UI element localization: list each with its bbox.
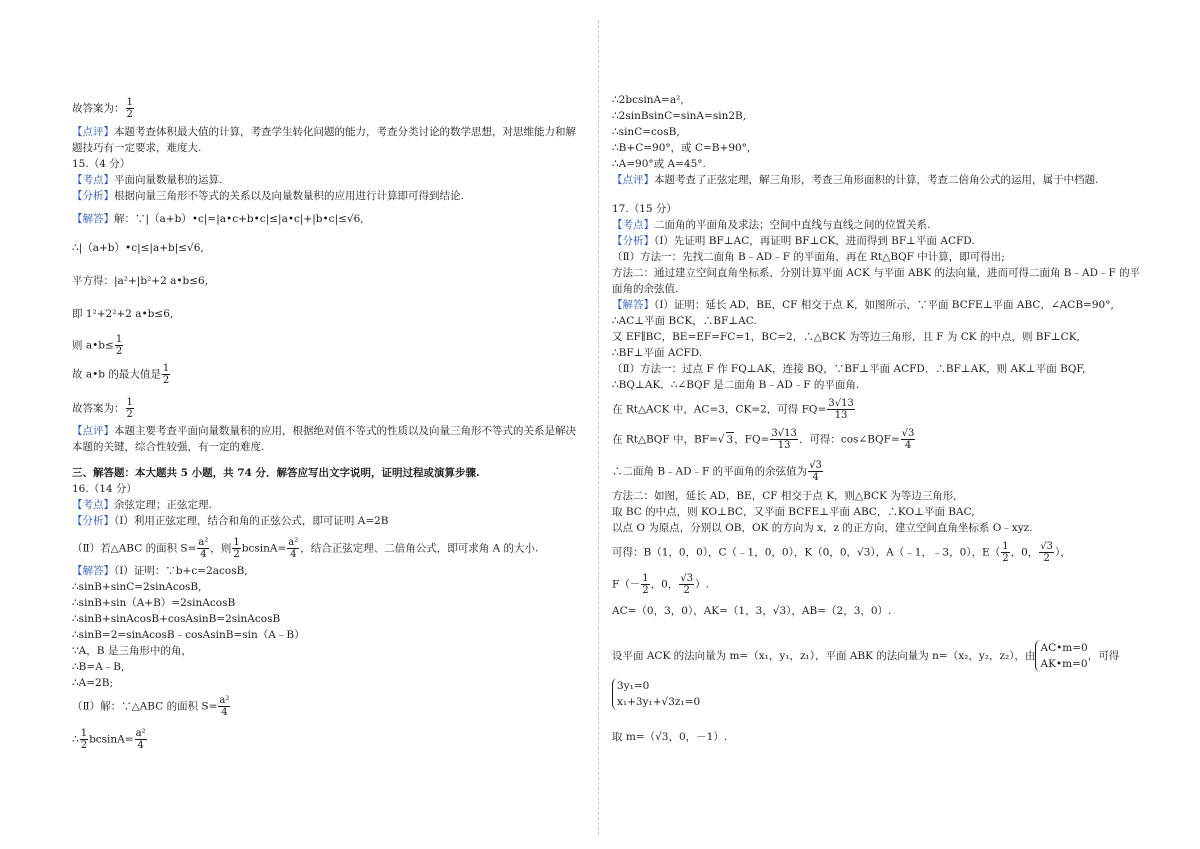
math-line: ∴BF⊥平面 ACFD. [612,347,703,359]
fraction: $\frac{√3}{4}$ [809,460,822,483]
math-line: 以点 O 为原点，分别以 OB，OK 的方向为 x，z 的正方向，建立空间直角坐标系 O﹣xyz. [612,522,1033,534]
math-line: 取 BC 的中点，则 KO⊥BC，又平面 BCFE⊥平面 ABC，∴KO⊥平面 BAC, [612,506,975,518]
answer-line: 故答案为： $\frac{1}{2}$ [72,397,133,420]
comment-line: 【点评】本题考查体积最大值的计算，考查学生转化问题的能力，考查分类讨论的数学思想，对思维能力和解 [72,126,576,138]
solution-line: 【解答】（Ⅰ）证明：延长 AD，BE，CF 相交于点 K，如图所示，∵平面 BCFE⊥平面 ABC，∠ACB=90°, [612,299,1114,311]
equation-system: AC•m=0 AK•m=0 [1035,640,1087,672]
math-line: ∴B+C=90°，或 C=B+90°, [612,142,751,154]
fraction: $\frac{1}{2}$ [162,363,170,386]
math-line: 方法二：如图，延长 AD，BE，CF 相交于点 K，则△BCK 为等边三角形, [612,490,957,502]
math-line: ∴2sinBsinC=sinA=sin2B, [612,110,747,122]
math-line: ∴sinB+sinAcosB+cosAsinB=2sinAcosB [72,613,281,625]
fraction: $\frac{\text{a²}}{4}$ [288,537,299,560]
math-line: 又 EF∥BC，BE=EF=FC=1，BC=2，∴△BCK 为等边三角形，且 F 为 CK 的中点，则 BF⊥CK, [612,331,1080,343]
text-line: 方法二：通过建立空间直角坐标系，分别计算平面 ACK 与平面 ABK 的法向量，进而可得二面角 B﹣AD﹣F 的平 [612,267,1141,279]
math-line: （Ⅱ）方法一：过点 F 作 FQ⊥AK，连接 BQ，∵BF⊥平面 ACFD．∴BF⊥AK，则 AK⊥平面 BQF, [612,363,1086,375]
math-line: 取 m=（√3，0，－1）. [612,731,728,743]
analysis-line: 【分析】（Ⅰ）利用正弦定理，结合和角的正弦公式，即可证明 A=2B [72,515,389,527]
fraction: $\frac{1}{2}$ [80,728,88,751]
fraction: $\frac{1}{2}$ [642,573,649,596]
page-fold-divider [598,20,599,835]
text-line: 面角的余弦值. [612,283,679,295]
math-line: ∴sinB=2=sinAcosB﹣cosAsinB=sin（A﹣B） [72,629,305,641]
math-line: 则 a•b≤ $\frac{1}{2}$ [72,334,123,357]
problem-number: 15.（4 分） [72,158,131,170]
solution-line: 【解答】解：∵|（a+b）•c|=|a•c+b•c|≤|a•c|+|b•c|≤√6, [72,213,364,225]
math-line: ∴A=2B; [72,677,113,689]
problem-number: 17.（15 分） [612,203,677,215]
analysis-line: 【分析】根据向量三角形不等式的关系以及向量数量积的应用进行计算即可得到结论. [72,190,464,202]
math-line: 设平面 ACK 的法向量为 m=（x₁，y₁，z₁），平面 ABK 的法向量为 n=（x₂，y₂，z₂），由 AC•m=0 AK•m=0 ，可得 [612,642,1120,670]
fraction: $\frac{1}{2}$ [1002,541,1009,564]
math-line: ∴sinB+sin（A+B）=2sinAcosB [72,597,236,609]
comment-line: 【点评】本题主要考查平面向量数量积的应用，根据绝对值不等式的性质以及向量三角形不等式的关系是解决 [72,425,576,437]
fraction: $\frac{1}{2}$ [233,537,240,560]
comment-tag: 【点评】 [72,126,114,138]
math-line: ∴sinC=cosB, [612,126,680,138]
math-line: ∴BQ⊥AK．∴∠BQF 是二面角 B﹣AD﹣F 的平面角. [612,379,860,391]
fraction: $\frac{3√13}{13}$ [771,428,797,451]
math-line: 即 1²+2²+2 a•b≤6, [72,308,174,320]
text-line: （Ⅱ）方法一：先找二面角 B﹣AD﹣F 的平面角，再在 Rt△BQF 中计算，即可得出; [612,251,1005,263]
text-line: 本题的关键，综合性较强，有一定的难度. [72,441,265,453]
math-line [612,678,700,710]
math-line: ∴ $\frac{1}{2}$ bcsinA= $\frac{\text{a²}}{4}$ [72,728,146,751]
fraction: $\frac{1}{2}$ [126,397,133,420]
knowledge-point-line: 【考点】余弦定理；正弦定理. [72,499,212,511]
math-line: ∵A，B 是三角形中的角， [72,645,192,657]
analysis-line: 【分析】（Ⅰ）先证明 BF⊥AC，再证明 BF⊥CK，进而得到 BF⊥平面 ACFD. [612,235,975,247]
math-line: ∴sinB+sinC=2sinAcosB, [72,581,202,593]
fraction: $\frac{\text{a²}}{4}$ [219,695,230,718]
math-line: ∴B=A﹣B, [72,661,125,673]
fraction: $\frac{1}{2}$ [126,97,133,120]
right-column [612,0,1141,849]
fraction: $\frac{√3}{4}$ [901,428,915,451]
math-line: ∴2bcsinA=a², [612,94,684,106]
math-line: 平方得：|a²+|b²+2 a•b≤6, [72,275,209,287]
answer-line: 故答案为： $\frac{1}{2}$ [72,97,133,120]
math-line: ∴A=90°或 A=45°. [612,158,706,170]
math-line: （Ⅱ）解：∵△ABC 的面积 S= $\frac{\text{a²}}{4}$ [72,695,230,718]
knowledge-point-line: 【考点】二面角的平面角及求法；空间中直线与直线之间的位置关系. [612,219,931,231]
math-line: ∴|（a+b）•c|≤|a+b|≤√6, [72,242,204,254]
fraction: $\frac{√3}{2}$ [680,573,694,596]
math-line: 故 a•b 的最大值是 $\frac{1}{2}$ [72,363,170,386]
text-line: 题技巧有一定要求，难度大. [72,142,202,154]
fraction: $\frac{3√13}{13}$ [828,398,854,421]
comment-line: 【点评】本题考查了正弦定理，解三角形，考查三角形面积的计算，考查二倍角公式的运用，属于中档题. [612,174,1099,186]
fraction: $\frac{\text{a²}}{4}$ [135,728,146,751]
equation-system: 3y₁=0 x₁+3y₁+√3z₁=0 [612,678,700,710]
section-heading: 三、解答题：本大题共 5 小题，共 74 分．解答应写出文字说明，证明过程或演算步骤. [72,467,480,479]
fraction: $\frac{1}{2}$ [115,334,123,357]
math-line: 在 Rt△ACK 中，AC=3，CK=2，可得 FQ= $\frac{3√13}{13}$ [612,398,854,421]
fraction: $\frac{\text{a²}}{4}$ [198,537,209,560]
left-column [72,0,592,849]
analysis-line: （Ⅱ）若△ABC 的面积 S= $\frac{\text{a²}}{4}$ ，则 $\frac{1}{2}$ bcsinA= $\frac{\text{a²}}{4}$ ，结合正弦定理、二倍角公式，即可求角 A 的大小. [72,537,539,560]
solution-line: 【解答】（Ⅰ）证明：∵b+c=2acosB, [72,565,248,577]
problem-number: 16.（14 分） [72,483,137,495]
math-line: ∴AC⊥平面 BCK，∴BF⊥AC. [612,315,757,327]
math-line: 可得：B（1，0，0），C（﹣1，0，0），K（0，0，√3），A（﹣1，﹣3，0），E（ $\frac{1}{2}$ ，0， $\frac{√3}{2}$ ）， [612,541,1071,564]
math-line: ∴二面角 B﹣AD﹣F 的平面角的余弦值为 $\frac{√3}{4}$ [612,460,822,483]
math-line: 在 Rt△BQF 中，BF=√ 3，FQ= $\frac{3√13}{13}$ ．可得：cos∠BQF= $\frac{√3}{4}$ [612,428,915,451]
fraction: $\frac{√3}{2}$ [1040,541,1053,564]
math-line: AC=（0，3，0），AK=（1，3，√3），AB=（2，3，0）. [612,605,892,617]
knowledge-point-line: 【考点】平面向量数量积的运算. [72,174,223,186]
math-line: F（－ $\frac{1}{2}$ ，0， $\frac{√3}{2}$ ）. [612,573,709,596]
